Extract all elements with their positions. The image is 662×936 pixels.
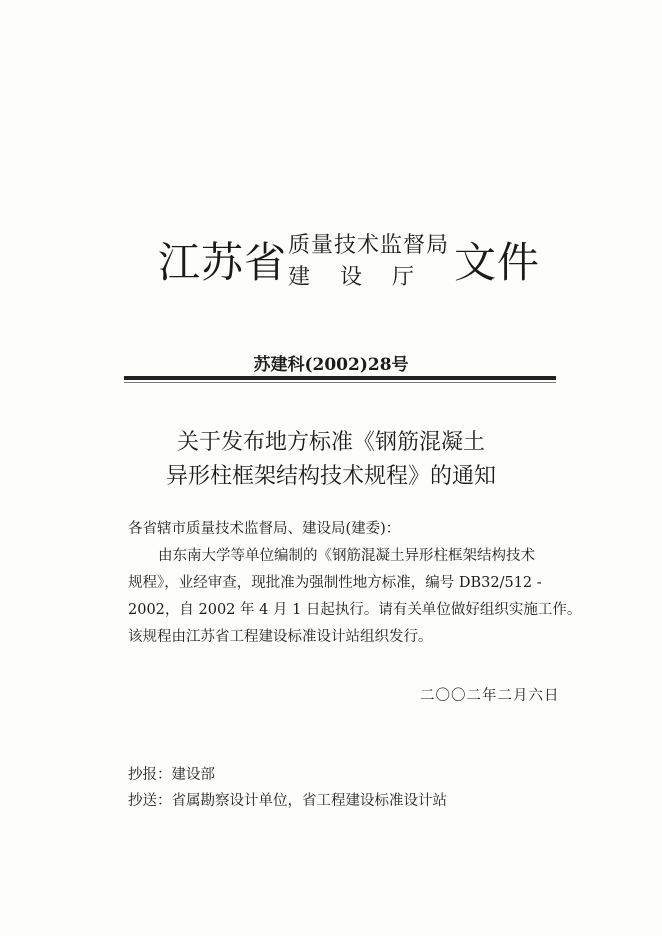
issue-date: 二〇〇二年二月六日	[420, 688, 560, 704]
document-title	[0, 426, 662, 494]
body-line: 由东南大学等单位编制的《钢筋混凝土异形柱框架结构技术	[158, 548, 535, 564]
distribution-list	[128, 762, 447, 814]
body-line: 该规程由江苏省工程建设标准设计站组织发行。	[128, 629, 433, 645]
issuer-department: 建设厅	[288, 265, 445, 290]
document-body	[128, 516, 583, 651]
title-line-1: 关于发布地方标准《钢筋混凝土	[176, 430, 485, 455]
issuer-province: 江苏省	[158, 238, 288, 287]
body-line: 2002，自 2002 年 4 月 1 日起执行。请有关单位做好组织实施工作。	[128, 602, 582, 618]
cc-send: 抄送：省属勘察设计单位，省工程建设标准设计站	[128, 793, 447, 809]
title-line-2: 异形柱框架结构技术规程》的通知	[165, 464, 496, 489]
header-divider	[124, 376, 556, 380]
addressee: 各省辖市质量技术监督局、建设局(建委)：	[128, 521, 401, 537]
issuer-bureau: 质量技术监督局	[288, 233, 450, 258]
document-number: 苏建科(2002)28号	[253, 355, 409, 375]
cc-report: 抄报：建设部	[128, 767, 215, 783]
document-header	[158, 232, 558, 302]
body-line: 规程》，业经审查，现批准为强制性地方标准，编号 DB32/512 -	[128, 575, 542, 591]
document-type: 文件	[454, 238, 541, 287]
header-divider-thin	[124, 382, 556, 383]
